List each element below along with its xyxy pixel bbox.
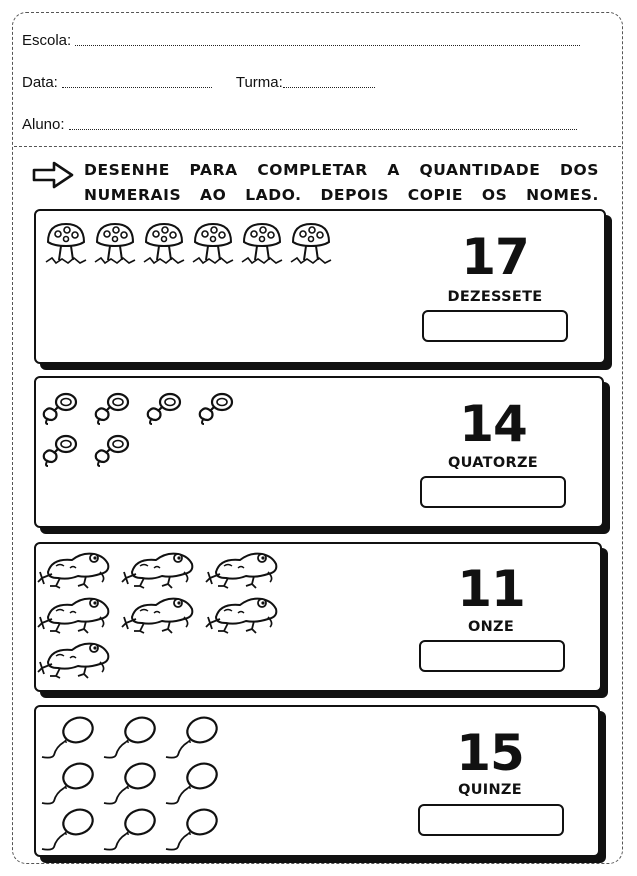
class-label: Turma:	[235, 74, 283, 91]
exercise-number-name: DEZESSETE	[447, 289, 543, 305]
balloon-icon	[156, 715, 220, 759]
exercise-number: 15	[456, 724, 524, 782]
arrow-right-icon	[32, 160, 76, 190]
exercise-number: 11	[457, 560, 525, 618]
balloon-icon	[32, 715, 96, 759]
exercise-number-name: QUINZE	[458, 782, 522, 798]
frog-icon	[206, 548, 282, 588]
balloon-icon	[94, 807, 158, 851]
frog-icon	[38, 548, 114, 588]
exercise-number: 17	[461, 228, 529, 286]
school-label: Escola:	[22, 32, 72, 49]
exercise-number: 14	[459, 395, 527, 453]
class-input-line[interactable]	[283, 86, 375, 88]
pacifier-icon	[92, 390, 132, 426]
mushroom-icon	[240, 220, 284, 268]
mushroom-icon	[289, 220, 333, 268]
instruction-text: DESENHE PARA COMPLETAR A QUANTIDADE DOS NUMERAIS AO LADO. DEPOIS COPIE OS NOMES.	[84, 161, 599, 204]
header-divider	[14, 146, 621, 147]
balloon-icon	[32, 807, 96, 851]
mushroom-icon	[44, 220, 88, 268]
balloon-icon	[156, 761, 220, 805]
date-input-line[interactable]	[62, 86, 212, 88]
frog-icon	[38, 593, 114, 633]
pacifier-icon	[40, 390, 80, 426]
answer-box-4[interactable]	[418, 804, 564, 836]
frog-icon	[122, 548, 198, 588]
pacifier-icon	[40, 432, 80, 468]
pacifier-icon	[144, 390, 184, 426]
frog-icon	[122, 593, 198, 633]
frog-icon	[206, 593, 282, 633]
exercise-number-name: ONZE	[467, 619, 515, 635]
balloon-icon	[32, 761, 96, 805]
date-field	[22, 74, 375, 91]
mushroom-icon	[191, 220, 235, 268]
pacifier-icon	[92, 432, 132, 468]
student-field	[22, 116, 577, 133]
answer-box-2[interactable]	[420, 476, 566, 508]
answer-box-3[interactable]	[419, 640, 565, 672]
mushroom-icon	[93, 220, 137, 268]
frog-icon	[38, 638, 114, 678]
balloon-icon	[94, 715, 158, 759]
answer-box-1[interactable]	[422, 310, 568, 342]
student-input-line[interactable]	[69, 128, 577, 130]
date-label: Data:	[22, 74, 58, 91]
student-label: Aluno:	[22, 116, 65, 133]
pacifier-icon	[196, 390, 236, 426]
school-field	[22, 32, 580, 49]
school-input-line[interactable]	[75, 44, 580, 46]
exercise-number-name: QUATORZE	[448, 455, 538, 471]
mushroom-icon	[142, 220, 186, 268]
balloon-icon	[156, 807, 220, 851]
balloon-icon	[94, 761, 158, 805]
